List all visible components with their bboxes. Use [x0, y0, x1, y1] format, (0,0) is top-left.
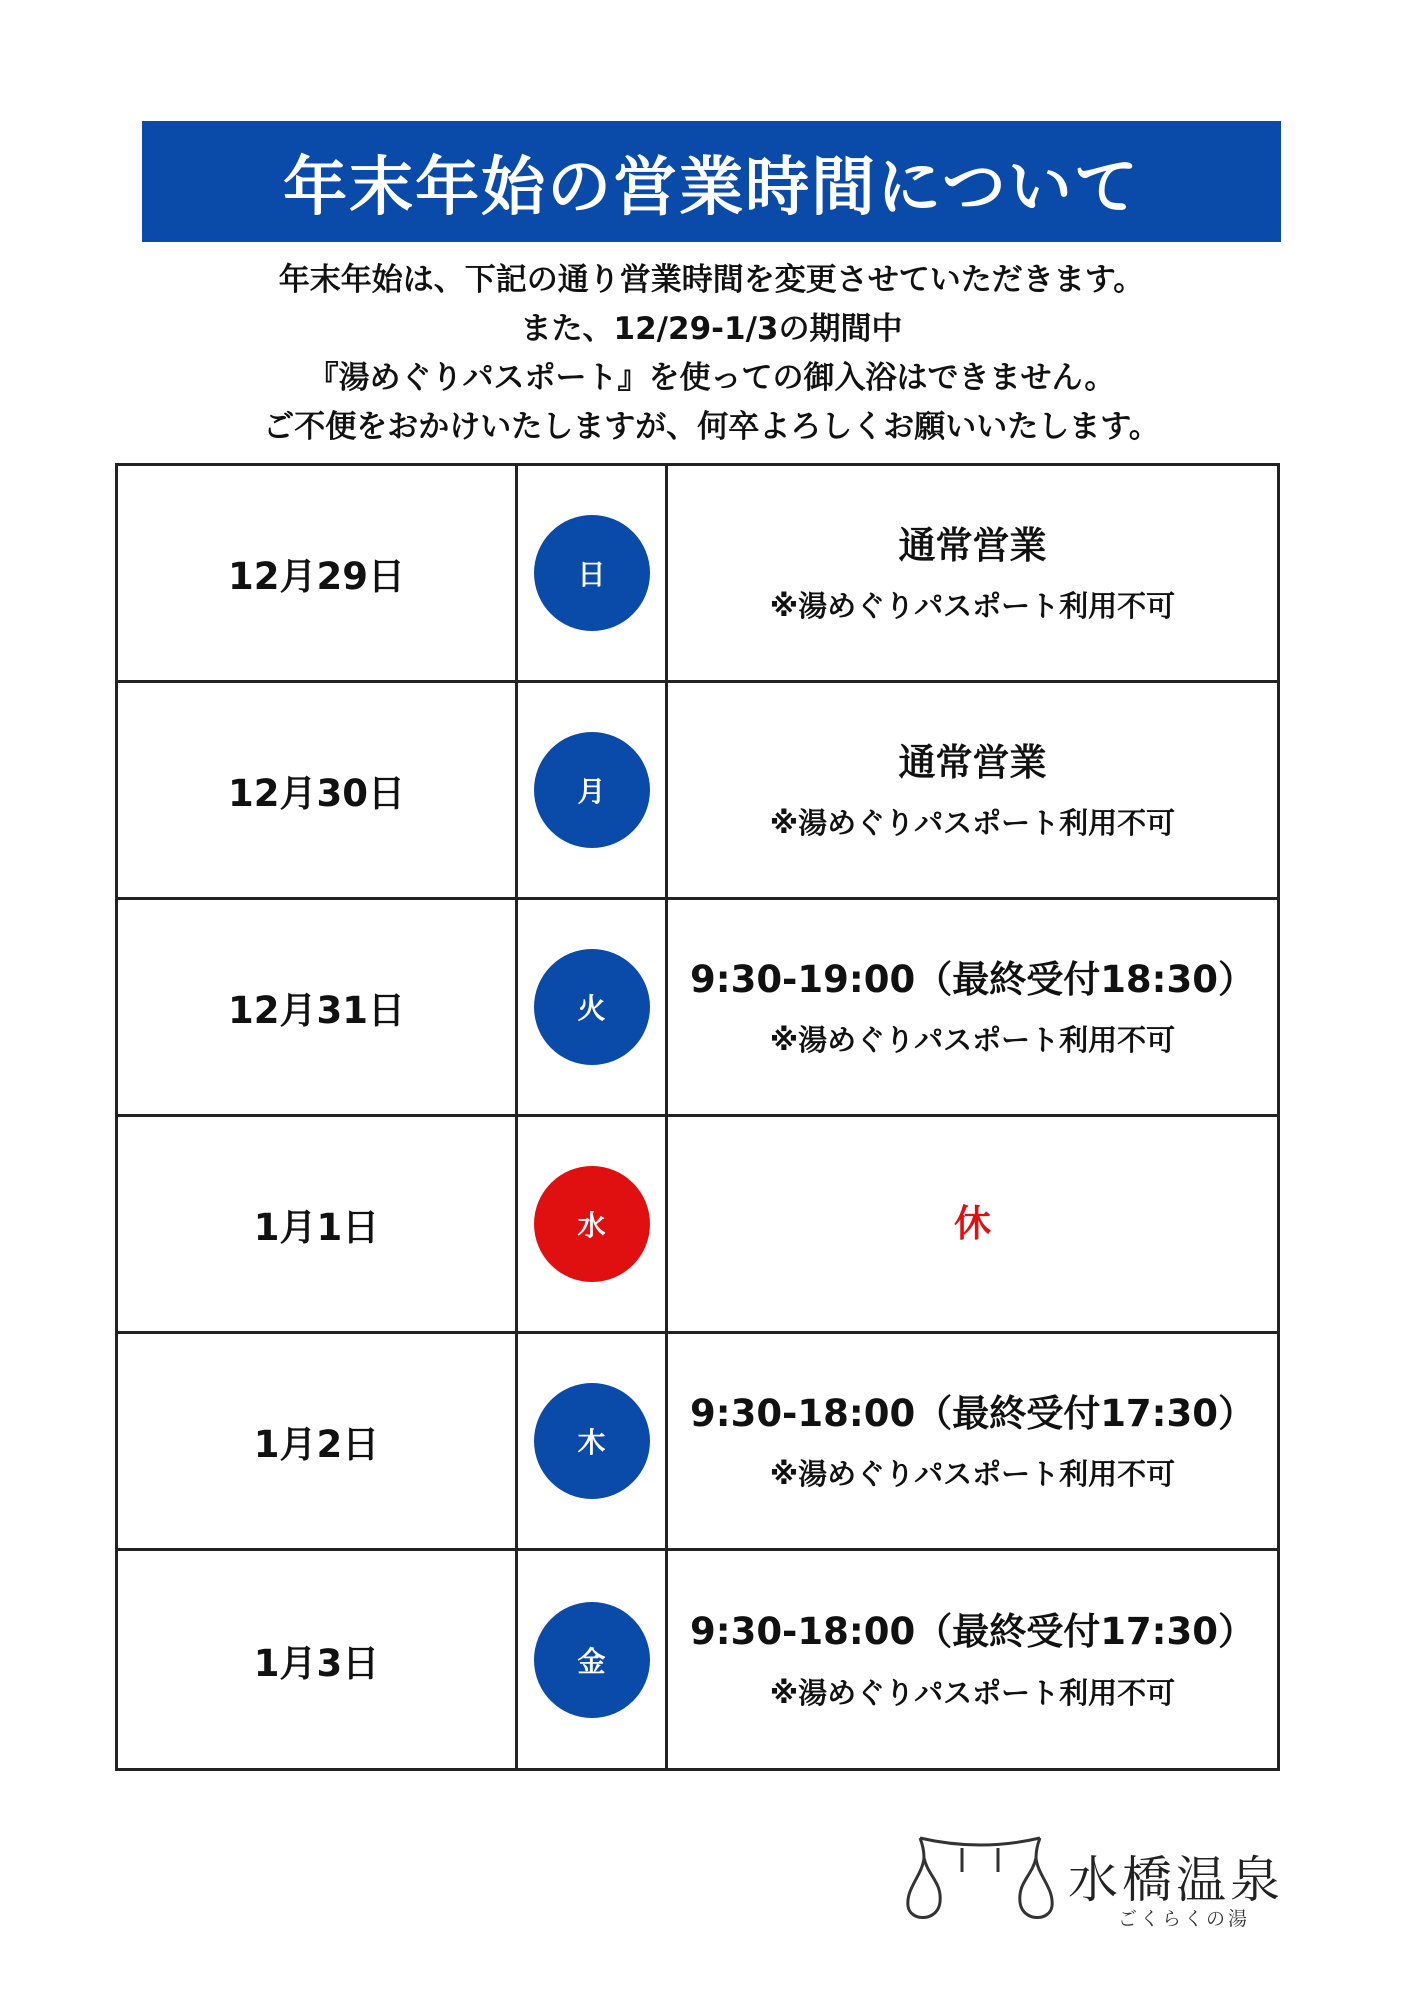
weekday-cell [518, 1334, 668, 1548]
passport-note: ※湯めぐりパスポート利用不可 [769, 589, 1176, 624]
status-text: 通常営業 [898, 523, 1047, 567]
intro-line: ご不便をおかけいたしますが、何卒よろしくお願いいたします。 [263, 409, 1160, 445]
status-text: 9:30-18:00（最終受付17:30） [690, 1391, 1255, 1435]
passport-note: ※湯めぐりパスポート利用不可 [769, 1023, 1176, 1058]
schedule-row [118, 1117, 1277, 1334]
status-text: 通常営業 [898, 740, 1047, 784]
weekday-badge: 金 [534, 1602, 650, 1718]
date-cell: 1月1日 [118, 1117, 518, 1331]
passport-note: ※湯めぐりパスポート利用不可 [769, 1457, 1176, 1492]
status-text: 休 [954, 1202, 991, 1246]
status-cell [668, 900, 1277, 1114]
schedule-row [118, 466, 1277, 683]
passport-note: ※湯めぐりパスポート利用不可 [769, 806, 1176, 841]
status-cell [668, 683, 1277, 897]
brand-name: 水橋温泉 [1068, 1851, 1284, 1909]
schedule-row [118, 1334, 1277, 1551]
intro-line: 年末年始は、下記の通り営業時間を変更させていただきます。 [278, 262, 1145, 298]
status-cell [668, 1334, 1277, 1548]
weekday-badge: 日 [534, 515, 650, 631]
schedule-table [115, 463, 1280, 1771]
brand-subtitle: ごくらくの湯 [1118, 1908, 1251, 1930]
weekday-badge: 水 [534, 1166, 650, 1282]
page-title: 年末年始の営業時間について [142, 121, 1281, 242]
status-cell [668, 1551, 1277, 1768]
schedule-row [118, 900, 1277, 1117]
weekday-badge: 火 [534, 949, 650, 1065]
intro-text [142, 256, 1281, 452]
passport-note: ※湯めぐりパスポート利用不可 [769, 1675, 1176, 1710]
weekday-cell [518, 1551, 668, 1768]
schedule-row [118, 683, 1277, 900]
date-cell: 12月30日 [118, 683, 518, 897]
intro-line: 『湯めぐりパスポート』を使っての御入浴はできません。 [307, 360, 1116, 396]
date-cell: 1月3日 [118, 1551, 518, 1768]
weekday-badge: 月 [534, 732, 650, 848]
status-text: 9:30-19:00（最終受付18:30） [690, 957, 1255, 1001]
status-cell [668, 466, 1277, 680]
weekday-cell [518, 1117, 668, 1331]
weekday-cell [518, 683, 668, 897]
intro-line: また、12/29-1/3の期間中 [520, 311, 903, 347]
status-text: 9:30-18:00（最終受付17:30） [690, 1610, 1255, 1654]
weekday-cell [518, 900, 668, 1114]
date-cell: 1月2日 [118, 1334, 518, 1548]
status-cell [668, 1117, 1277, 1331]
schedule-row [118, 1551, 1277, 1768]
weekday-badge: 木 [534, 1383, 650, 1499]
noren-curtain-icon [900, 1830, 1060, 1930]
weekday-cell [518, 466, 668, 680]
brand-logo [900, 1830, 1300, 1930]
date-cell: 12月29日 [118, 466, 518, 680]
date-cell: 12月31日 [118, 900, 518, 1114]
